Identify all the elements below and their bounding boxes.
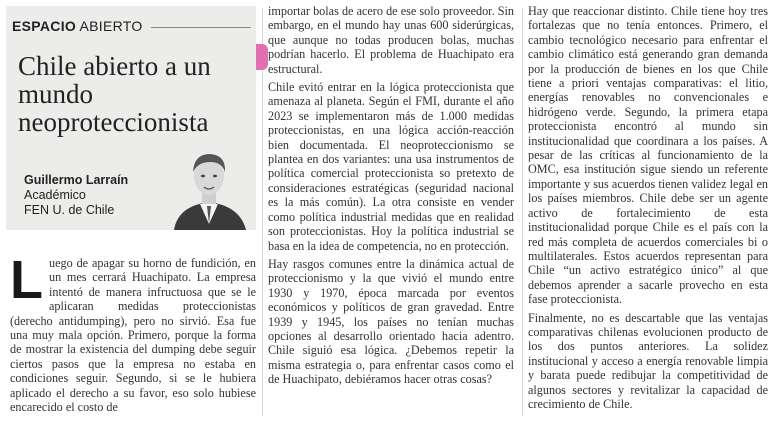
paragraph: Chile evitó entrar en la lógica proteccionista que amenaza al planeta. Según el FMI, durante el año 2023 se implementaron más de 1.000 medidas proteccionistas, en una lógica acción-reacción bien documentada. El neoproteccionismo se plantea en dos variantes: una usa instrumentos de política comercial proteccionista so pretexto de consideraciones estratégicas (seguridad nacional es la más común). La otra consiste en vender como política industrial medidas que en realidad son proteccionistas. Hoy la política industrial se basa en la idea de competencia, no en protección. [268, 80, 514, 253]
article-title: Chile abierto a un mundo neoproteccionista [18, 51, 211, 137]
author-name: Guillermo Larraín [24, 173, 129, 187]
paragraph: Hay que reaccionar distinto. Chile tiene hoy tres fortalezas que no tenía entonces. Primero, el cambio tecnológico necesario para enfrentar el cambio climático está generando gran demanda por la producción de bienes en los que Chile tiene a priori ventajas comparativas: el litio, energías renovables no convencionales e hidrógeno verde. Segundo, la primera etapa proteccionista encontró al mundo sin institucionalidad que coordinara a los países. A pesar de las críticas al funcionamiento de la OMC, esa institución sigue siendo un referente importante y sus acuerdos tienen validez legal en los países miembros. Chile debe ser un agente activo de fortalecimiento de esta institucionalidad porque Chile es el país con la red más completa de acuerdos comerciales bi o multilaterales. Estos acuerdos representan para Chile “un activo estratégico único” al que debemos aprender a sacarle provecho en esta fase proteccionista. [528, 4, 768, 307]
paragraph-text: uego de apagar su horno de fundición, en un mes cerrará Huachipato. La empresa intentó de manera infructuosa que se le aplicaran medidas proteccionistas (derecho antidumping), pero no sirvió. Esa fue una muy mala opción. Primero, porque la forma de mostrar la existencia del dumping debe seguir ciertos pasos que la empresa no estaba en condiciones seguir. Segundo, si se le hubiera aplicado el derecho a su favor, eso solo hubiese encarecido el costo de [10, 256, 256, 415]
author-portrait [164, 140, 254, 230]
paragraph: Finalmente, no es descartable que las ventajas comparativas chilenas evolucionen producto de los dos puntos anteriores. La solidez institucional y acceso a energía renovable limpia y barata puede redibujar la competitividad de algunos sectores y revitalizar la capacidad de crecimiento de Chile. [528, 310, 768, 411]
pink-edge-mark [256, 44, 268, 70]
column-divider-2 [522, 8, 523, 416]
paragraph: importar bolas de acero de ese solo proveedor. Sin embargo, en el mundo hay unas 600 siderúrgicas, que aunque no todas producen bolas, muchas podrían hacerlo. El problema de Huachipato era estructural. [268, 4, 514, 76]
section-tag-bold: ESPACIO [12, 18, 77, 34]
article-column-2 [268, 4, 514, 391]
section-tag-normal: ABIERTO [79, 18, 143, 34]
paragraph [10, 250, 256, 415]
author-affiliation: FEN U. de Chile [24, 203, 115, 217]
section-rule [151, 27, 251, 28]
drop-cap: L [10, 250, 43, 310]
article-column-1 [10, 250, 256, 418]
article-column-3 [528, 4, 768, 415]
author-role: Académico [24, 188, 86, 202]
section-tag [12, 18, 251, 34]
paragraph: Hay rasgos comunes entre la dinámica actual de proteccionismo y la que vivió el mundo entre 1930 y 1970, época marcada por eventos económicos y políticos de gran gravedad. Entre 1939 y 1945, los países no tenían muchas opciones al desarrollo orientado hacia adentro. Chile siguió esa lógica. ¿Debemos repetir la misma estrategia o, para enfrentar casos como el de Huachipato, debiéramos hacer otras cosas? [268, 256, 514, 387]
